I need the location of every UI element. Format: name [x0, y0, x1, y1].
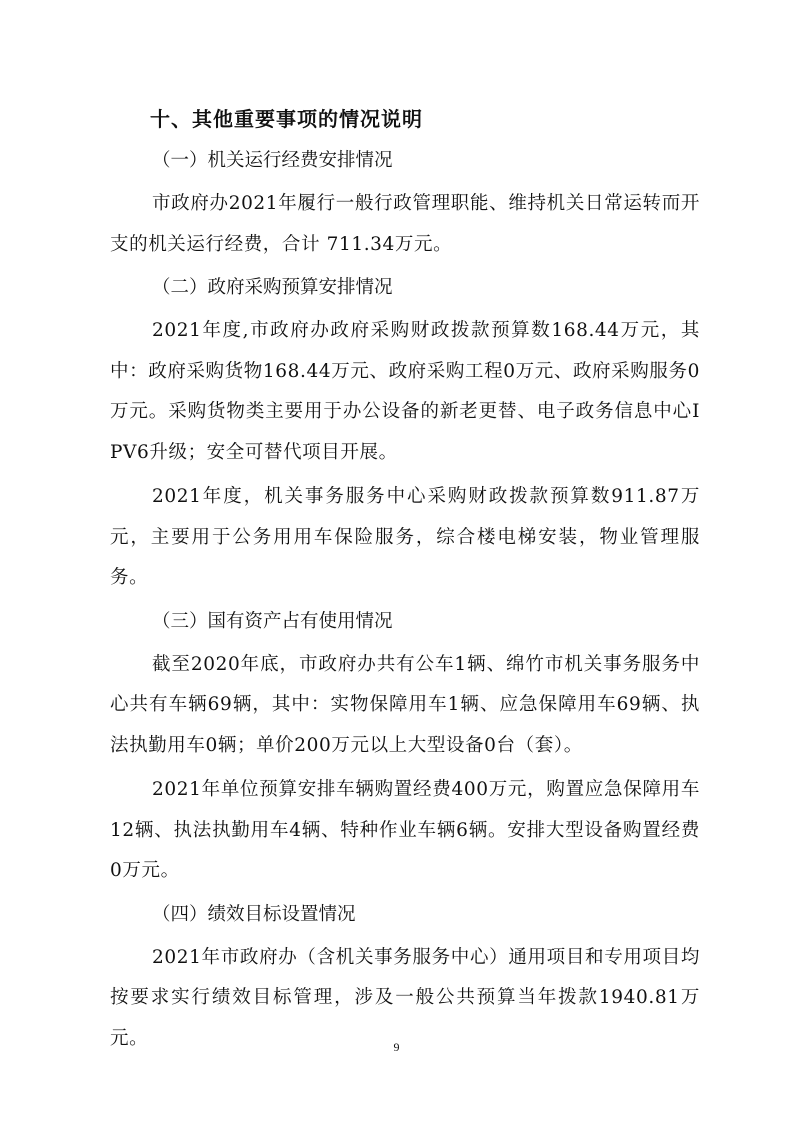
paragraph-procurement-affairs-center: 2021年度，机关事务服务中心采购财政拨款预算数911.87万元，主要用于公务用用车保险服务，综合楼电梯安装，物业管理服务。	[110, 486, 700, 588]
paragraph-vehicle-budget: 2021年单位预算安排车辆购置经费400万元，购置应急保障用车12辆、执法执勤用车4辆、特种作业车辆6辆。安排大型设备购置经费0万元。	[110, 779, 700, 881]
subsection-title-1: （一）机关运行经费安排情况	[152, 150, 393, 171]
subsection-title-3: （三）国有资产占有使用情况	[152, 610, 393, 632]
paragraph-performance-goals: 2021年市政府办（含机关事务服务中心）通用项目和专用项目均按要求实行绩效目标管理，涉及一般公共预算当年拨款1940.81万元。	[110, 946, 700, 1049]
section-heading: 十、其他重要事项的情况说明	[150, 107, 423, 131]
page-number: 9	[393, 1040, 400, 1054]
subsection-title-2: （二）政府采购预算安排情况	[152, 277, 393, 298]
paragraph-operating-expenses: 市政府办2021年履行一般行政管理职能、维持机关日常运转而开支的机关运行经费，合计 711.34万元。	[110, 193, 700, 255]
subsection-title-4: （四）绩效目标设置情况	[152, 903, 356, 925]
paragraph-state-assets: 截至2020年底，市政府办共有公车1辆、绵竹市机关事务服务中心共有车辆69辆，其中：实物保障用车1辆、应急保障用车69辆、执法执勤用车0辆；单价200万元以上大型设备0台（套）。	[110, 653, 700, 756]
page-content	[110, 100, 700, 1063]
paragraph-procurement-gov-office: 2021年度,市政府办政府采购财政拨款预算数168.44万元，其中：政府采购货物168.44万元、政府采购工程0万元、政府采购服务0万元。采购货物类主要用于办公设备的新老更替、电子政务信息中心IPV6升级；安全可替代项目开展。	[110, 320, 700, 463]
